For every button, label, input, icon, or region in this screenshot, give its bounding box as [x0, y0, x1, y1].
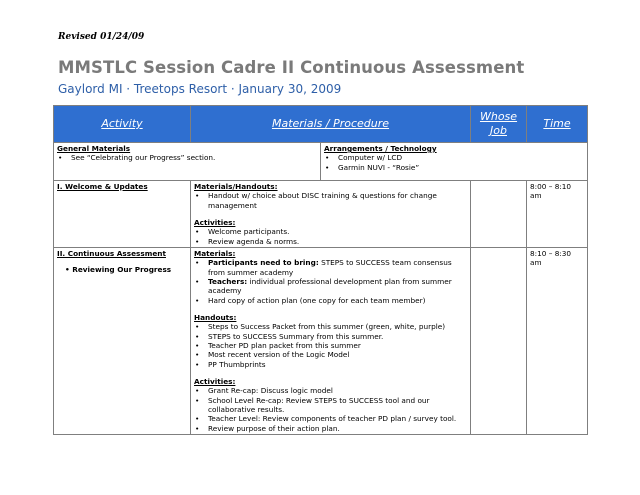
list-item: • PP Thumbprints	[194, 360, 467, 369]
list-item: • Teachers: individual professional development plan from summer academy	[194, 277, 467, 296]
activity-cell	[54, 247, 191, 434]
time-cell: 8:00 – 8:10 am	[527, 181, 588, 248]
table-row	[54, 247, 588, 434]
general-materials-list	[57, 153, 317, 162]
header-activity: Activity	[54, 106, 191, 143]
general-materials-cell	[54, 143, 321, 181]
activities-list	[194, 386, 467, 433]
handouts-heading: Materials/Handouts:	[194, 182, 278, 191]
handouts-list	[194, 191, 467, 210]
activity-cell	[54, 181, 191, 248]
list-item: • STEPS to SUCCESS Summary from this summer.	[194, 332, 467, 341]
arrangements-heading: Arrangements / Technology	[324, 144, 437, 153]
activity-title: II. Continuous Assessment	[57, 248, 166, 258]
whose-job-cell	[471, 247, 527, 434]
list-item: • School Level Re-cap: Review STEPS to SUCCESS tool and our collaborative results.	[194, 396, 467, 415]
activities-list	[194, 227, 467, 246]
list-item: • Teacher PD plan packet from this summer	[194, 341, 467, 350]
list-item: • Participants need to bring: STEPS to SUCCESS team consensus from summer academy	[194, 258, 467, 277]
list-item: • Welcome participants.	[194, 227, 467, 236]
header-whose-job: Whose Job	[471, 106, 527, 143]
list-item: • See “Celebrating our Progress” section.	[57, 153, 317, 162]
list-item: • Hard copy of action plan (one copy for each team member)	[194, 296, 467, 305]
whose-job-cell	[471, 181, 527, 248]
list-item: • Computer w/ LCD	[324, 153, 584, 162]
header-materials: Materials / Procedure	[191, 106, 471, 143]
list-item: • Review agenda & norms.	[194, 237, 467, 246]
header-time: Time	[527, 106, 588, 143]
handouts-heading: Handouts:	[194, 312, 237, 322]
materials-list	[194, 258, 467, 305]
list-item: • Teacher Level: Review components of teacher PD plan / survey tool.	[194, 414, 467, 423]
agenda-table	[53, 105, 588, 435]
list-item: • Steps to Success Packet from this summer (green, white, purple)	[194, 322, 467, 331]
list-item: • Most recent version of the Logic Model	[194, 350, 467, 359]
revised-date: Revised 01/24/09	[58, 32, 145, 42]
general-materials-heading: General Materials	[57, 144, 131, 153]
handouts-list	[194, 322, 467, 369]
arrangements-list	[324, 153, 584, 172]
materials-cell	[191, 247, 471, 434]
page-title: MMSTLC Session Cadre II Continuous Assessment	[58, 58, 525, 77]
general-row	[54, 143, 588, 181]
list-item: • Garmin NUVI - “Rosie”	[324, 163, 584, 172]
time-cell: 8:10 – 8:30 am	[527, 247, 588, 434]
arrangements-cell	[321, 143, 588, 181]
list-item: • Grant Re-cap: Discuss logic model	[194, 386, 467, 395]
activity-subitem: • Reviewing Our Progress	[65, 265, 172, 275]
materials-cell	[191, 181, 471, 248]
activities-heading: Activities:	[194, 376, 236, 386]
materials-heading: Materials:	[194, 248, 236, 258]
activity-title: I. Welcome & Updates	[57, 182, 148, 191]
page-subtitle: Gaylord MI · Treetops Resort · January 30, 2009	[58, 82, 342, 96]
list-item: • Handout w/ choice about DISC training & questions for change management	[194, 191, 467, 210]
list-item: • Review purpose of their action plan.	[194, 424, 467, 433]
table-header-row	[54, 106, 588, 143]
activities-heading: Activities:	[194, 217, 236, 227]
table-row	[54, 181, 588, 248]
